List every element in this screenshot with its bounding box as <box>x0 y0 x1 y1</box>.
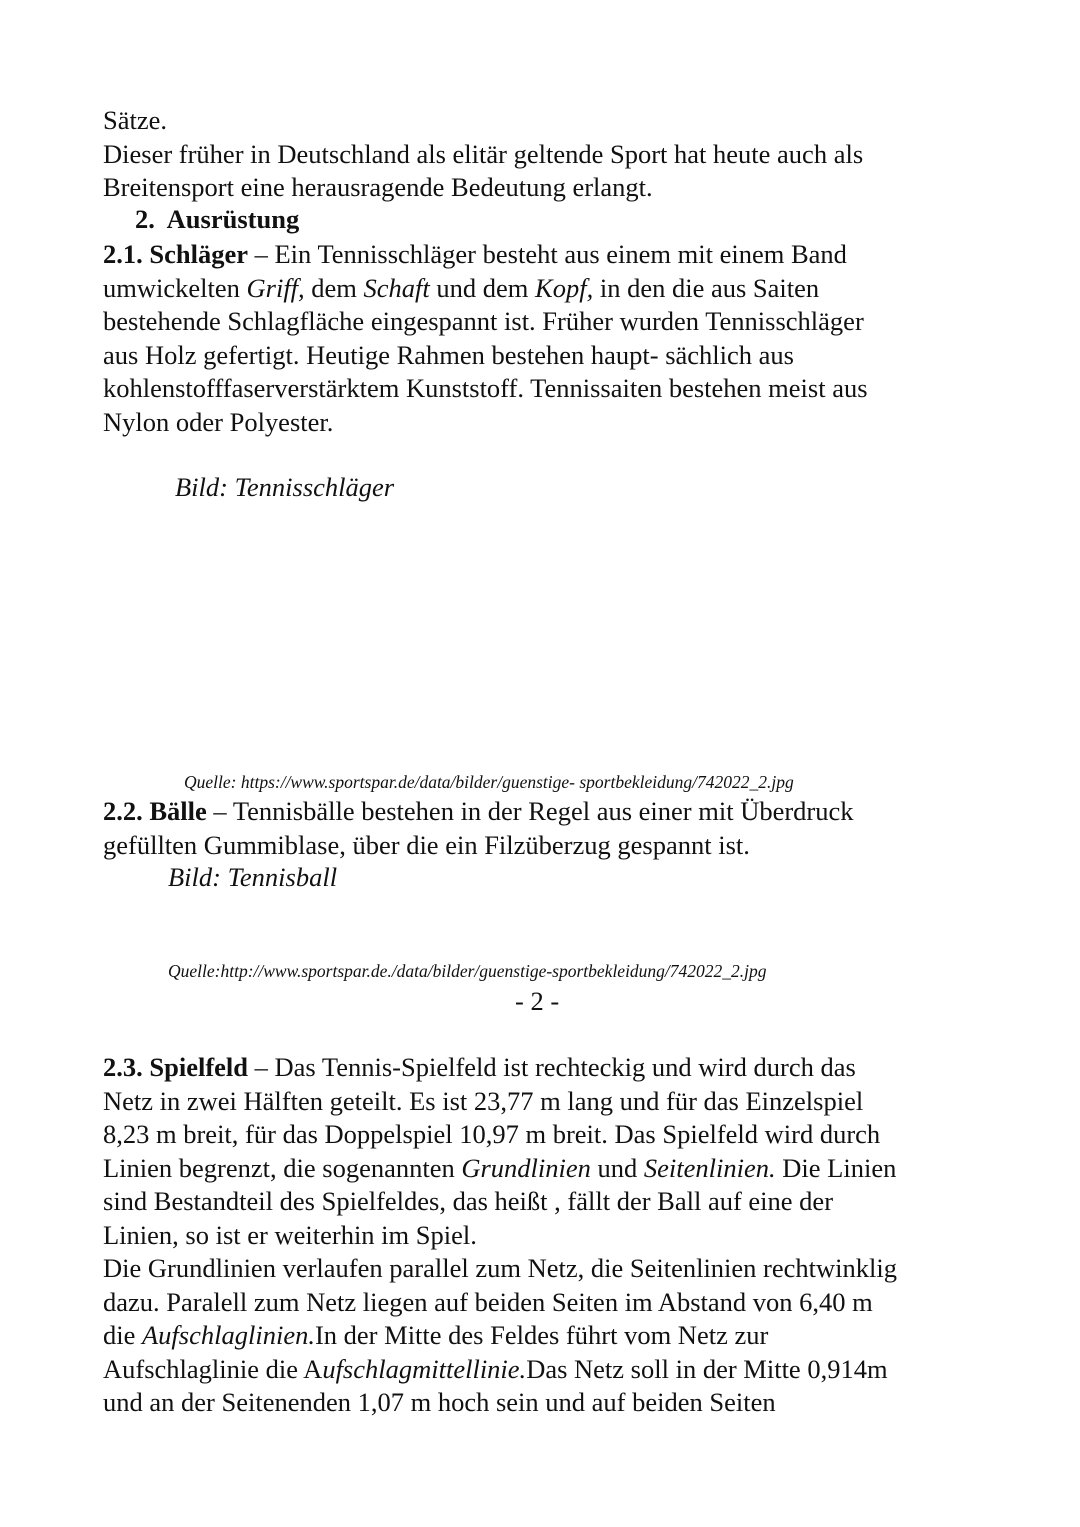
spielfeld-line-2: Netz in zwei Hälften geteilt. Es ist 23,77 m lang und für das Einzelspiel <box>103 1085 864 1116</box>
section-baelle <box>103 795 1003 862</box>
schlaeger-line-1-text: Ein Tennisschläger besteht aus einem mit einem Band <box>274 239 847 269</box>
image-caption-tennisschlaeger: Bild: Tennisschläger <box>175 472 395 502</box>
baelle-line-1-text: Tennisbälle bestehen in der Regel aus einer mit Überdruck <box>232 796 854 826</box>
schlaeger-line-6: Nylon oder Polyester. <box>103 406 334 437</box>
term-grundlinien: Grundlinien <box>461 1152 591 1183</box>
schlaeger-line-2: umwickelten Griff, dem Schaft und dem Kopf, in den die aus Saiten <box>103 272 820 303</box>
schlaeger-line-5: kohlenstofffaserverstärktem Kunststoff. Tennissaiten bestehen meist aus <box>103 373 868 403</box>
term-griff: Griff, <box>246 272 305 303</box>
term-kopf: Kopf, <box>535 272 594 303</box>
spielfeld-line-7: Die Grundlinien verlaufen parallel zum Netz, die Seitenlinien rechtwinklig <box>103 1253 897 1283</box>
section-number: 2. <box>135 204 155 234</box>
section-schlaeger <box>103 238 1003 439</box>
spielfeld-dash: – <box>248 1052 275 1082</box>
term-seitenlinien: Seitenlinien. <box>643 1152 776 1183</box>
source-tennisschlaeger: Quelle: https://www.sportspar.de/data/bilder/guenstige- sportbekleidung/742022_2.jpg <box>184 772 794 792</box>
source-tennisball: Quelle:http://www.sportspar.de./data/bilder/guenstige-sportbekleidung/742022_2.jpg <box>168 961 767 981</box>
schlaeger-label: 2.1. Schläger <box>103 239 248 269</box>
spielfeld-line-10: Aufschlaglinie die Aufschlagmittellinie.Das Netz soll in der Mitte 0,914m <box>103 1353 888 1384</box>
schlaeger-dash: – <box>248 239 275 269</box>
image-caption-tennisball: Bild: Tennisball <box>168 862 338 892</box>
spielfeld-line-8: dazu. Paralell zum Netz liegen auf beiden Seiten im Abstand von 6,40 m <box>103 1286 873 1317</box>
section-title: Ausrüstung <box>166 204 300 234</box>
baelle-label: 2.2. Bälle <box>103 796 207 826</box>
spielfeld-line-9: die Aufschlaglinien.In der Mitte des Feldes führt vom Netz zur <box>103 1320 769 1350</box>
spielfeld-line-6: Linien, so ist er weiterhin im Spiel. <box>103 1219 477 1250</box>
schlaeger-line-3: bestehende Schlagfläche eingespannt ist. Früher wurden Tennisschläger <box>103 306 864 336</box>
section-spielfeld <box>103 1051 1003 1420</box>
baelle-line-1 <box>103 795 1003 829</box>
baelle-line-2: gefüllten Gummiblase, über die ein Filzüberzug gespannt ist. <box>103 829 750 860</box>
spielfeld-label: 2.3. Spielfeld <box>103 1052 249 1082</box>
section-heading-ausruestung <box>135 204 299 235</box>
schlaeger-line-4: aus Holz gefertigt. Heutige Rahmen bestehen haupt- sächlich aus <box>103 339 794 370</box>
term-schaft: Schaft <box>363 272 430 303</box>
term-aufschlagmittellinie: ufschlagmittellinie. <box>322 1353 527 1384</box>
spielfeld-line-11: und an der Seitenenden 1,07 m hoch sein und auf beiden Seiten <box>103 1387 776 1417</box>
intro-paragraph <box>103 104 1003 205</box>
spielfeld-line-1-text: Das Tennis-Spielfeld ist rechteckig und wird durch das <box>274 1052 856 1082</box>
schlaeger-line-1 <box>103 238 1003 272</box>
spielfeld-line-4: Linien begrenzt, die sogenannten Grundlinien und Seitenlinien. Die Linien <box>103 1152 897 1183</box>
spielfeld-line-5: sind Bestandteil des Spielfeldes, das heißt , fällt der Ball auf eine der <box>103 1186 834 1216</box>
image-placeholder-tennisball <box>175 900 875 955</box>
page-number: - 2 - <box>515 986 560 1016</box>
baelle-dash: – <box>206 796 233 826</box>
spielfeld-line-1 <box>103 1051 1003 1085</box>
spielfeld-line-3: 8,23 m breit, für das Doppelspiel 10,97 m breit. Das Spielfeld wird durch <box>103 1119 881 1149</box>
term-aufschlaglinien: Aufschlaglinien. <box>142 1320 315 1350</box>
intro-line-2: Dieser früher in Deutschland als elitär geltende Sport hat heute auch als <box>103 138 864 169</box>
image-placeholder-tennisschlaeger <box>175 515 875 765</box>
intro-line-1: Sätze. <box>103 105 168 135</box>
intro-line-3: Breitensport eine herausragende Bedeutung erlangt. <box>103 172 653 202</box>
